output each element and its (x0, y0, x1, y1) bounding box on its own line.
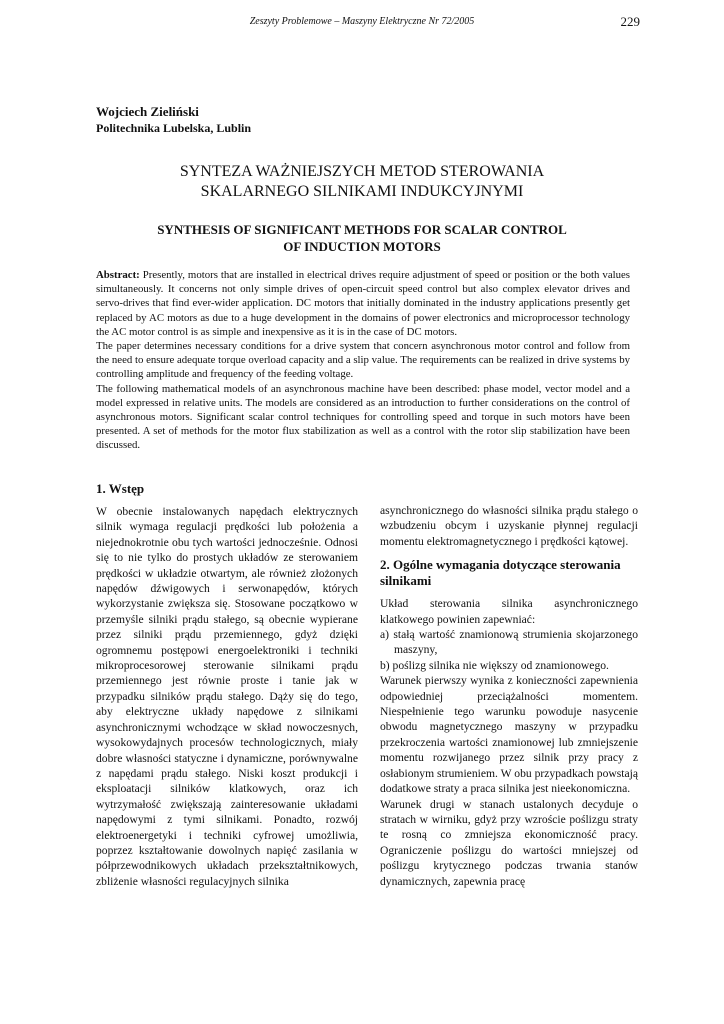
section-2-intro: Układ sterowania silnika asynchronicznego klatkowego powinien zapewniać: (380, 597, 638, 626)
author-name: Wojciech Zieliński (96, 104, 199, 119)
title-english-line-2: OF INDUCTION MOTORS (283, 239, 441, 254)
running-header: Zeszyty Problemowe – Maszyny Elektryczne Nr 72/2005 (249, 16, 475, 27)
title-polish-line-2: SKALARNEGO SILNIKAMI INDUKCYJNYMI (200, 183, 524, 200)
page-number: 229 (620, 14, 640, 29)
section-2-heading: 2. Ogólne wymagania dotyczące sterowania silnikami (380, 557, 621, 589)
left-column (96, 481, 358, 889)
abstract-text-1: Presently, motors that are installed in electrical drives require adjustment of speed or position or the both values simultaneously. It concerns not only simple drives of open-circuit speed control but also complex elevator drives and servo-drives that find ever-wider application. DC motors that initially dominated in the industry applications presently get replaced by AC motors as due to a huge development in the domains of power electronics and microprocessor technology the AC motor control is as simple and inexpensive as it is in the case of DC motors. (96, 269, 630, 338)
requirement-item-a: a) stałą wartość znamionową strumienia skojarzonego maszyny, (380, 628, 638, 657)
abstract-paragraph-2: The paper determines necessary conditions for a drive system that concern asynchronous motor control and follow from the need to ensure adequate torque overload capacity and a slip value. The requirements can be realized in drive systems by controlling amplitude and frequency of the feeding voltage. (96, 340, 630, 381)
title-polish (96, 162, 628, 202)
section-1-heading: 1. Wstęp (96, 481, 145, 496)
author-affiliation: Politechnika Lubelska, Lublin (96, 121, 252, 135)
section-2-paragraph-2: Warunek pierwszy wynika z konieczności zapewnienia odpowiedniej przeciążalności momentem. Niespełnienie tego warunku powoduje nasycenie obwodu magnetycznego maszyny w przypadku przekroczenia wartości znamionowej lub zmniejszenie momentu rozwijanego przez silnik przy pracy z osłabionym strumieniem. W obu przypadkach powstają dodatkowe straty a praca silnika jest nieekonomiczna. (380, 674, 638, 796)
abstract (96, 268, 630, 453)
author-block (96, 104, 251, 136)
title-polish-line-1: SYNTEZA WAŻNIEJSZYCH METOD STEROWANIA (179, 163, 545, 180)
title-english-line-1: SYNTHESIS OF SIGNIFICANT METHODS FOR SCALAR CONTROL (157, 222, 567, 237)
section-1-paragraph: W obecnie instalowanych napędach elektrycznych silnik wymaga regulacji prędkości lub położenia a niejednokrotnie obu tych wartości jednocześnie. Odnosi się to nie tylko do prostych układów ze sterowaniem prędkości w układzie otwartym, ale również złożonych napędów dźwigowych i serwonapędów, których wykorzystanie zwiększa się. Stosowane początkowo w przemyśle silniki prądu stałego, są obecnie wypierane przez silniki prądu przemiennego, gdyż dzięki ogromnemu postępowi energoelektroniki i techniki mikroprocesorowej sterowanie silnikami prądu przemiennego jest równie proste i tanie jak w przypadku silników prądu stałego. Dąży się do tego, aby elektryczne układy napędowe z silnikami asynchronicznymi wchodzące w skład nowoczesnych, wysokowydajnych procesów technologicznych, miały dobre własności statyczne i dynamiczne, porównywalne z napędami prądu stałego. Niski koszt produkcji i eksploatacji silników klatkowych, oraz ich wytrzymałość zwiększają zainteresowanie układami napędowymi z tymi silnikami. Ponadto, rozwój elektroenergetyki i techniki cyfrowej umożliwia, poprzez kształtowanie dowolnych napięć zasilania w półprzewodnikowych układach przekształtnikowych, zbliżenie własności regulacyjnych silnika (96, 505, 358, 888)
requirement-item-b: b) poślizg silnika nie większy od znamionowego. (380, 658, 609, 672)
right-column (380, 503, 638, 889)
abstract-label: Abstract: (96, 269, 140, 281)
abstract-paragraph-1 (96, 268, 630, 339)
section-2-paragraph-3: Warunek drugi w stanach ustalonych decyduje o stratach w wirniku, gdyż przy wzroście poślizgu straty te rosną co zmniejsza ekonomiczność pracy. Ograniczenie poślizgu do wartości mniejszej od poślizgu krytycznego podczas trwania stanów dynamicznych, zapewnia pracę (380, 797, 638, 888)
section-1-paragraph-continued: asynchronicznego do własności silnika prądu stałego o wzbudzeniu obcym i uzyskanie płynnej regulacji momentu elektromagnetycznego i prędkości kątowej. (380, 504, 638, 548)
title-english (96, 221, 628, 255)
abstract-paragraph-3: The following mathematical models of an asynchronous machine have been described: phase model, vector model and a model expressed in relative units. The models are considered as an introduction to further considerations on the control of asynchronous motors. Significant scalar control techniques for controlling speed and torque in such motors have been presented. A set of methods for the motor flux stabilization as well as a control with the rotor slip stabilization have been discussed. (96, 382, 630, 452)
